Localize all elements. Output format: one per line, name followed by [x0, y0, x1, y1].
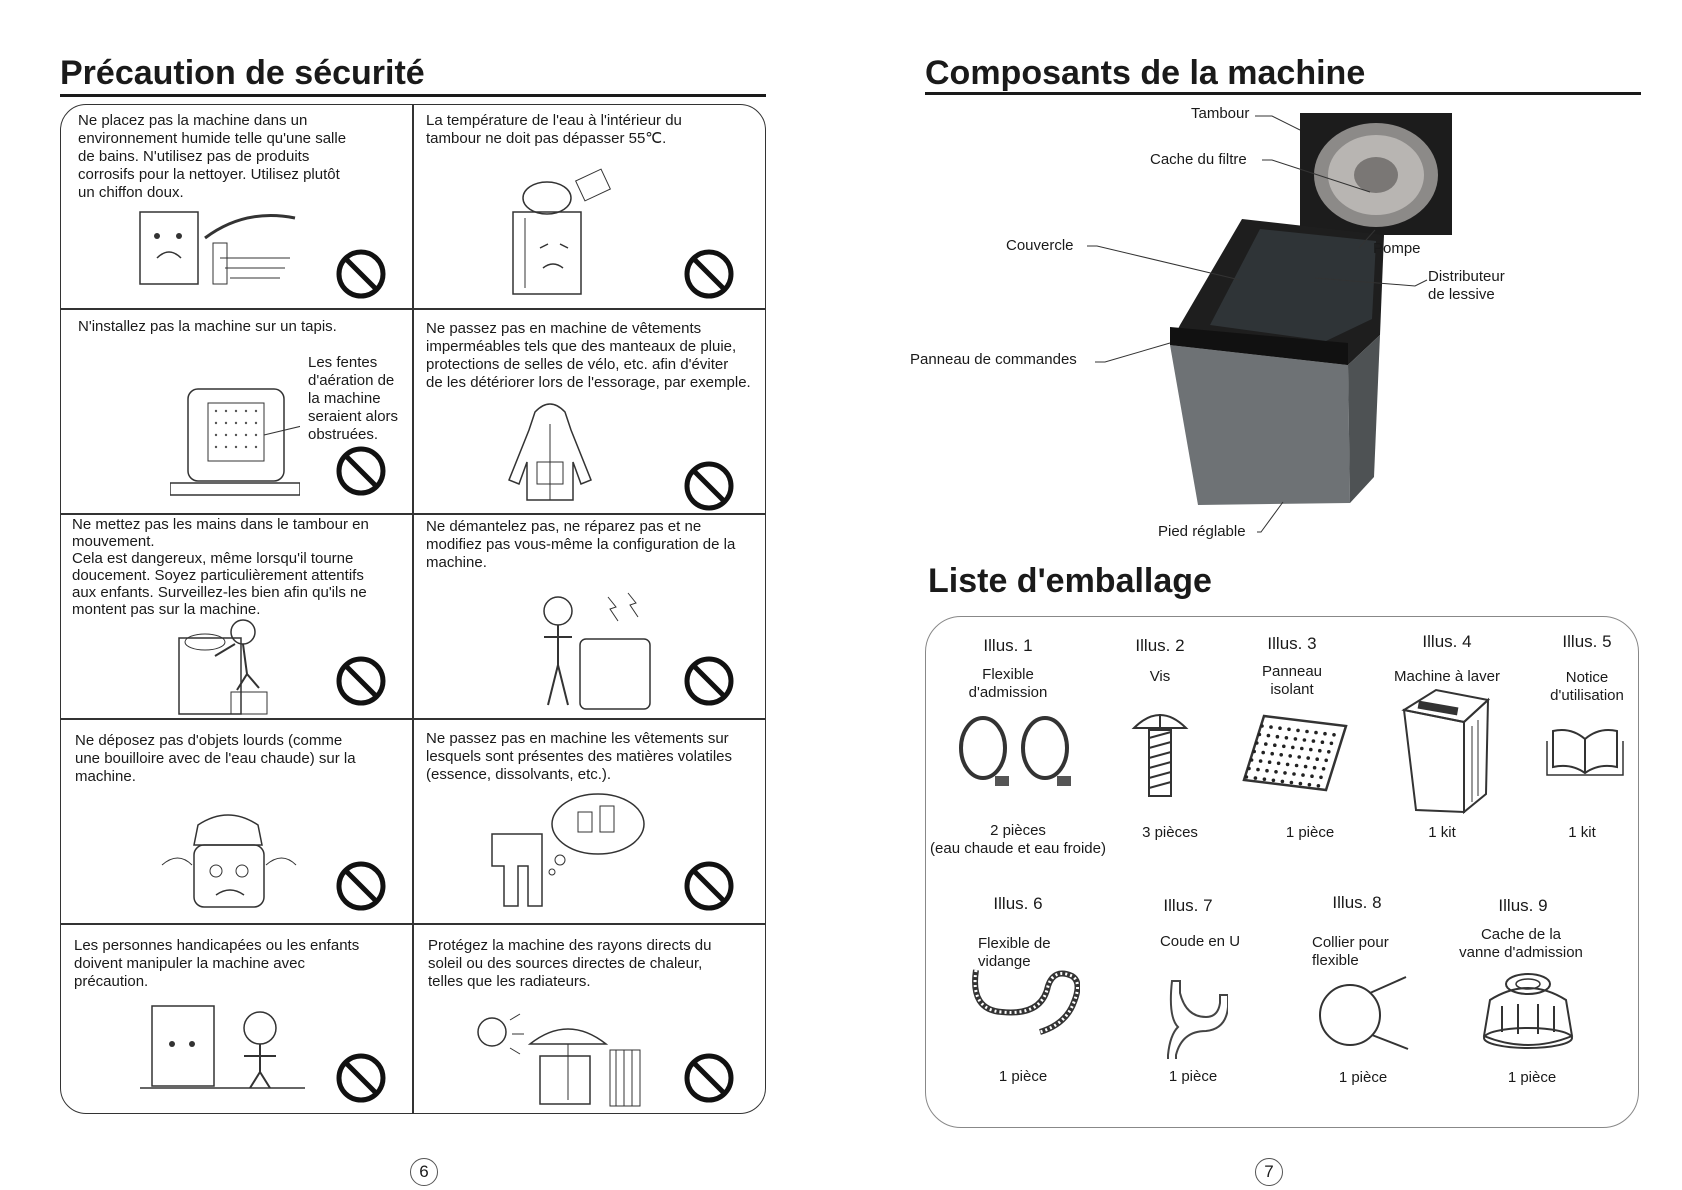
prohibited-icon [335, 248, 387, 300]
illus-label: Illus. 7 [1163, 896, 1213, 915]
item-quantity: 1 kit [1568, 824, 1596, 841]
illus-label: Illus. 4 [1422, 632, 1472, 651]
illus-label: Illus. 1 [983, 636, 1033, 655]
precaution-text: Ne mettez pas les mains dans le tambour en mouvement. Cela est dangereux, même lorsqu'il tourne doucement. Soyez particulièrement attentifs aux enfants. Surveillez-les bien afin qu'ils ne montent pas sur la machine. [72, 516, 369, 618]
drain-hose-icon [968, 966, 1080, 1038]
prohibited-icon [683, 248, 735, 300]
grid-divider [60, 308, 766, 310]
item-name: Flexible de vidange [978, 935, 1051, 970]
item-name: Machine à laver [1394, 668, 1500, 685]
raincoat-illustration [505, 398, 595, 502]
precaution-text: Ne passez pas en machine les vêtements sur lesquels sont présentes des matières volatiles (essence, dissolvants, etc.). [426, 730, 732, 783]
illus-label: Illus. 5 [1562, 632, 1612, 651]
illus-label: Illus. 6 [993, 894, 1043, 913]
carpet-illustration [170, 385, 300, 500]
clamp-icon [1310, 975, 1410, 1053]
kettle-illustration [158, 795, 298, 913]
label-panneau: Panneau de commandes [910, 351, 1077, 368]
page-number: 7 [1255, 1158, 1283, 1186]
prohibited-icon [335, 445, 387, 497]
illus-label: Illus. 9 [1498, 896, 1548, 915]
page-number: 6 [410, 1158, 438, 1186]
item-name: Coude en U [1159, 933, 1241, 950]
book-icon [1545, 725, 1625, 777]
hose-icon [955, 712, 1075, 792]
item-name: Vis [1149, 668, 1171, 685]
prohibited-icon [335, 1052, 387, 1104]
illus-label: Illus. 2 [1135, 636, 1185, 655]
repair-illustration [520, 585, 655, 715]
title-rule [925, 92, 1641, 95]
item-name: Collier pour flexible [1312, 934, 1389, 969]
label-distributeur: Distributeur de lessive [1428, 268, 1505, 303]
precaution-text: Ne déposez pas d'objets lourds (comme une bouilloire avec de l'eau chaude) sur la machine. [75, 732, 356, 785]
precaution-text: Ne passez pas en machine de vêtements imperméables tels que des manteaux de pluie, protections de selles de vélo, etc. afin d'éviter de les détériorer lors de l'essorage, par exemple. [426, 320, 751, 391]
washer-icon [1392, 686, 1502, 816]
item-quantity: 2 pièces (eau chaude et eau froide) [930, 822, 1106, 857]
sun-heat-illustration [470, 1010, 650, 1110]
label-couvercle: Couvercle [1006, 237, 1074, 254]
humid-room-illustration [135, 198, 305, 290]
hot-water-illustration [505, 168, 615, 298]
item-name: Flexible d'admission [968, 666, 1048, 701]
item-quantity: 3 pièces [1142, 824, 1198, 841]
item-name: Panneau isolant [1261, 663, 1323, 698]
screw-icon [1130, 708, 1190, 800]
precaution-text: Les personnes handicapées ou les enfants doivent manipuler la machine avec précaution. [74, 937, 360, 990]
item-quantity: 1 pièce [1507, 1069, 1557, 1086]
grid-divider [60, 923, 766, 925]
child-climbing-illustration [175, 612, 275, 716]
label-pompe: Pompe [1373, 240, 1421, 257]
precaution-text: La température de l'eau à l'intérieur du tambour ne doit pas dépasser 55℃. [426, 112, 682, 147]
item-quantity: 1 pièce [998, 1068, 1048, 1085]
grid-divider [60, 718, 766, 720]
precaution-text: N'installez pas la machine sur un tapis. [78, 318, 337, 335]
precaution-text: Protégez la machine des rayons directs du soleil ou des sources directes de chaleur, telles que les radiateurs. [428, 937, 712, 990]
prohibited-icon [683, 860, 735, 912]
page-title-components: Composants de la machine [925, 54, 1366, 92]
carpet-note: Les fentes d'aération de la machine seraient alors obstruées. [308, 354, 399, 443]
item-quantity: 1 pièce [1285, 824, 1335, 841]
title-rule [60, 94, 766, 97]
u-bend-icon [1158, 975, 1228, 1059]
page-title-precautions: Précaution de sécurité [60, 54, 425, 92]
prohibited-icon [335, 655, 387, 707]
grid-divider [412, 104, 414, 1114]
packing-list-title: Liste d'emballage [928, 562, 1212, 600]
pad-icon [1240, 712, 1350, 794]
child-machine-illustration [140, 1000, 305, 1095]
volatile-clothes-illustration [490, 790, 650, 910]
label-tambour: Tambour [1191, 105, 1250, 122]
label-pied: Pied réglable [1158, 523, 1246, 540]
prohibited-icon [683, 460, 735, 512]
precaution-text: Ne démantelez pas, ne réparez pas et ne modifiez pas vous-même la configuration de la machine. [426, 518, 736, 571]
illus-label: Illus. 8 [1332, 893, 1382, 912]
label-cache-filtre: Cache du filtre [1150, 151, 1247, 168]
grid-divider [60, 513, 766, 515]
prohibited-icon [335, 860, 387, 912]
item-name: Notice d'utilisation [1550, 669, 1624, 704]
item-name: Cache de la vanne d'admission [1459, 926, 1583, 961]
item-quantity: 1 pièce [1168, 1068, 1218, 1085]
item-quantity: 1 pièce [1338, 1069, 1388, 1086]
prohibited-icon [683, 655, 735, 707]
item-quantity: 1 kit [1428, 824, 1456, 841]
illus-label: Illus. 3 [1267, 634, 1317, 653]
precaution-text: Ne placez pas la machine dans un environnement humide telle qu'une salle de bains. N'utilisez pas de produits corrosifs pour la nettoyer. Utilisez plutôt un chiffon doux. [78, 112, 347, 201]
valve-cap-icon [1478, 960, 1578, 1052]
prohibited-icon [683, 1052, 735, 1104]
